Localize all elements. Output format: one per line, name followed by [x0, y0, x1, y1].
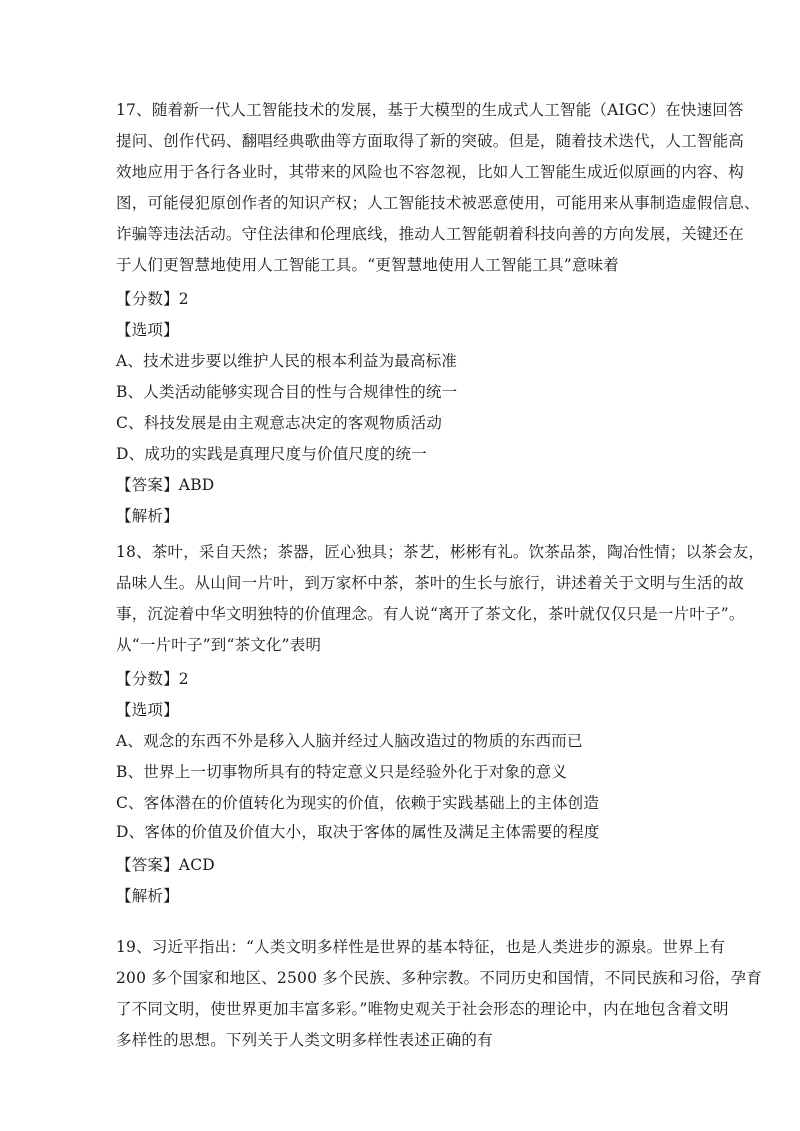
question-text-line: 18、茶叶，采自天然；茶器，匠心独具；茶艺，彬彬有礼。饮茶品茶，陶冶性情；以茶会友， [116, 543, 765, 561]
question-text-line: 于人们更智慧地使用人工智能工具。“更智慧地使用人工智能工具”意味着 [116, 256, 619, 274]
question-text-line: 图，可能侵犯原创作者的知识产权；人工智能技术被恶意使用，可能用来从事制造虚假信息、 [116, 194, 760, 212]
option-b: B、人类活动能够实现合目的性与合规律性的统一 [116, 383, 458, 401]
option-b: B、世界上一切事物所具有的特定意义只是经验外化于对象的意义 [116, 763, 568, 781]
question-text-line: 了不同文明，使世界更加丰富多彩。”唯物史观关于社会形态的理论中，内在地包含着文明 [116, 1000, 729, 1018]
answer-label: 【答案】ACD [116, 856, 215, 874]
question-text-line: 诈骗等违法活动。守住法律和伦理底线，推动人工智能朝着科技向善的方向发展，关键还在 [116, 225, 745, 243]
option-a: A、技术进步要以维护人民的根本利益为最高标准 [116, 352, 458, 370]
question-17 [116, 95, 760, 532]
option-c: C、科技发展是由主观意志决定的客观物质活动 [116, 414, 443, 432]
analysis-label: 【解析】 [116, 507, 179, 525]
question-text-line: 200 多个国家和地区、2500 多个民族、多种宗教。不同历史和国情，不同民族和习俗，孕育 [116, 969, 762, 987]
score-label: 【分数】2 [116, 290, 189, 308]
question-18 [116, 537, 765, 912]
question-text-line: 多样性的思想。下列关于人类文明多样性表述正确的有 [116, 1031, 493, 1049]
option-c: C、客体潜在的价值转化为现实的价值，依赖于实践基础上的主体创造 [116, 794, 600, 812]
option-d: D、成功的实践是真理尺度与价值尺度的统一 [116, 445, 427, 463]
options-label: 【选项】 [116, 701, 179, 719]
question-19 [116, 932, 762, 1056]
question-text-line: 品味人生。从山间一片叶，到万家杯中茶，茶叶的生长与旅行，讲述着关于文明与生活的故 [116, 574, 745, 592]
question-text-line: 提问、创作代码、翻唱经典歌曲等方面取得了新的突破。但是，随着技术迭代，人工智能高 [116, 132, 745, 150]
option-a: A、观念的东西不外是移入人脑并经过人脑改造过的物质的东西而已 [116, 732, 583, 750]
analysis-label: 【解析】 [116, 887, 179, 905]
answer-label: 【答案】ABD [116, 476, 215, 494]
question-text-line: 19、习近平指出：“人类文明多样性是世界的基本特征，也是人类进步的源泉。世界上有 [116, 938, 726, 956]
question-text-line: 效地应用于各行各业时，其带来的风险也不容忽视，比如人工智能生成近似原画的内容、构 [116, 163, 745, 181]
question-text-line: 事，沉淀着中华文明独特的价值理念。有人说“离开了茶文化，茶叶就仅仅只是一片叶子”。 [116, 605, 745, 623]
option-d: D、客体的价值及价值大小，取决于客体的属性及满足主体需要的程度 [116, 823, 600, 841]
question-text-line: 17、随着新一代人工智能技术的发展，基于大模型的生成式人工智能（AIGC）在快速回答 [116, 101, 744, 119]
question-text-line: 从“一片叶子”到“茶文化”表明 [116, 636, 322, 654]
score-label: 【分数】2 [116, 670, 189, 688]
options-label: 【选项】 [116, 321, 179, 339]
